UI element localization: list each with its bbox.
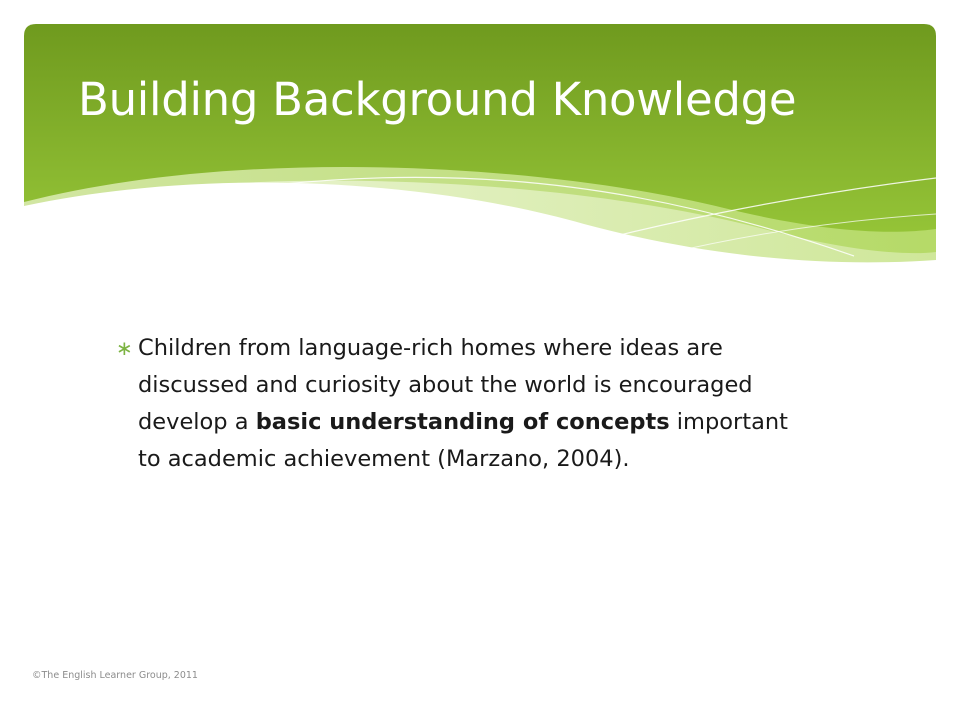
bullet-point: [116, 330, 816, 478]
header-band: [24, 24, 936, 274]
bullet-text: [138, 330, 816, 478]
bullet-text-part-3: important to academic achievement (Marzano, 2004).: [138, 409, 788, 472]
asterisk-bullet-icon: ∗: [116, 336, 133, 360]
slide-title: Building Background Knowledge: [78, 73, 797, 126]
copyright-footer: ©The English Learner Group, 2011: [32, 670, 198, 681]
header-wave-graphic: [24, 24, 936, 274]
bullet-text-part-1: Children from language-rich homes where ideas are discussed and curiosity about the world is encouraged develop a: [138, 335, 753, 435]
bullet-text-bold: basic understanding of concepts: [255, 409, 670, 435]
